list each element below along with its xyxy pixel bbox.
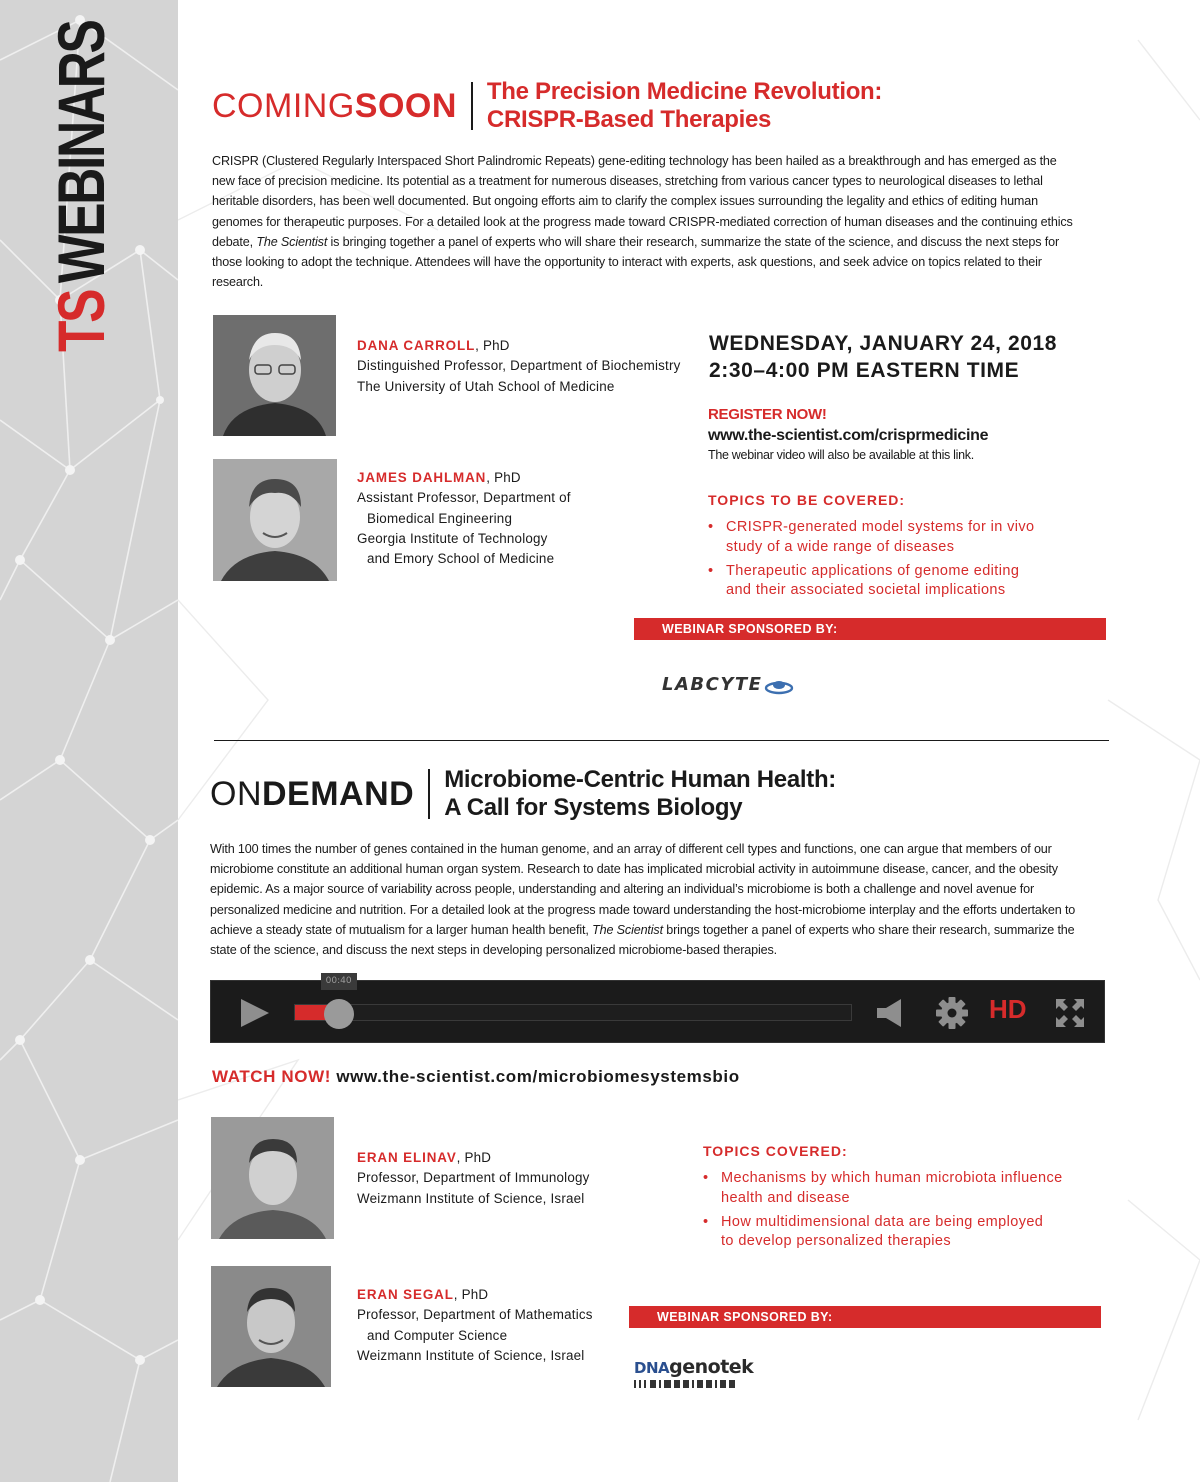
play-icon[interactable] (239, 997, 271, 1029)
topics-heading: TOPICS TO BE COVERED: (708, 492, 906, 508)
dna-genotek-logo: DNA genotek (634, 1356, 753, 1388)
watch-now-line (212, 1067, 740, 1087)
fullscreen-icon[interactable] (1054, 997, 1086, 1029)
topics-covered-heading: TOPICS COVERED: (703, 1143, 848, 1159)
coming-soon-tag: COMINGSOON (212, 86, 457, 125)
speaker-eran-segal: ERAN SEGAL, PhD Professor, Department of Mathematics and Computer Science Weizmann Institute of Science, Israel (357, 1287, 593, 1363)
on-demand-tag: ONDEMAND (210, 774, 415, 813)
on-demand-description: With 100 times the number of genes contained in the human genome, and an array of different cell types and functions, one can argue that members of our microbiome constitute an additional human organ system. Research to date has implicated microbial activity in autoimmune disease, cancer, and the obesity epidemic. As a major source of variability across people, understanding and altering an individual’s microbiome is both a challenge and novel avenue for personalized medicine and nutrition. For a detailed look at the progress made toward understanding the host-microbiome interplay and the efforts undertaken to achieve a steady state of mutualism for a larger human health benefit, The Scientist brings together a panel of experts who share their research, summarize the state of the science, and discuss the next steps in developing personalized microbiome-based therapies. (210, 842, 1076, 958)
speaker-photo-james-dahlman (213, 459, 337, 581)
header-separator (428, 769, 430, 819)
progress-track[interactable] (294, 1004, 852, 1021)
sponsor-bar: WEBINAR SPONSORED BY: (629, 1306, 1101, 1328)
video-player[interactable] (210, 976, 1105, 1043)
register-now-label: REGISTER NOW! (708, 406, 827, 423)
coming-soon-title: The Precision Medicine Revolution: CRISPR-Based Therapies (486, 78, 883, 133)
labcyte-swirl-icon (764, 675, 794, 695)
on-demand-header (210, 766, 836, 822)
speaker-eran-elinav: ERAN ELINAV, PhD Professor, Department of Immunology Weizmann Institute of Science, Israel (357, 1150, 590, 1206)
topics-covered-list (703, 1169, 1103, 1256)
availability-note: The webinar video will also be available at this link. (708, 448, 974, 462)
progress-handle[interactable] (324, 999, 354, 1029)
settings-gear-icon[interactable] (935, 996, 969, 1030)
register-url-link[interactable]: www.the-scientist.com/crisprmedicine (708, 427, 989, 444)
speaker-james-dahlman: JAMES DAHLMAN, PhD Assistant Professor, Department of Biomedical Engineering Georgia Institute of Technology and Emory School of Medicine (357, 470, 571, 567)
volume-icon[interactable] (875, 997, 909, 1029)
sidebar-band (0, 0, 178, 1482)
coming-soon-description: CRISPR (Clustered Regularly Interspaced Short Palindromic Repeats) gene-editing technology has been hailed as a breakthrough and has emerged as the new face of precision medicine. Its potential as a treatment for numerous diseases, stretching from various cancer types to neurological diseases to lethal heritable disorders, has been well documented. But ongoing efforts aim to clarify the complex issues surrounding the legality and ethics of editing human genomes for therapeutic purposes. For a detailed look at the progress made toward CRISPR-mediated correction of human diseases and the continuing ethics debate, The Scientist is bringing together a panel of experts who will share their research, summarize the state of the science, and discuss the next steps for those looking to adopt the technique. Attendees will have the opportunity to interact with experts, ask questions, and seek advice on topics related to their research. (212, 154, 1073, 290)
list-item: • CRISPR-generated model systems for in vivo study of a wide range of diseases (708, 518, 1088, 558)
list-item: • How multidimensional data are being employed to develop personalized therapies (703, 1213, 1103, 1253)
speaker-photo-dana-carroll (213, 315, 336, 436)
ts-webinars-brand: TSWEBINARS (44, 21, 118, 352)
topics-list (708, 518, 1088, 605)
sponsor-bar: WEBINAR SPONSORED BY: (634, 618, 1106, 640)
hd-toggle[interactable]: HD (989, 994, 1027, 1024)
watch-url-link[interactable]: www.the-scientist.com/microbiomesystemsbio (336, 1067, 740, 1086)
list-item: • Therapeutic applications of genome editing and their associated societal implications (708, 562, 1088, 602)
labcyte-logo: LABCYTE (662, 674, 794, 695)
section-divider (214, 740, 1109, 741)
speaker-photo-eran-elinav (211, 1117, 334, 1239)
speaker-dana-carroll: DANA CARROLL, PhD Distinguished Professor, Department of Biochemistry The University of Utah School of Medicine (357, 338, 681, 394)
webinar-date-time: WEDNESDAY, JANUARY 24, 2018 2:30–4:00 PM EASTERN TIME (709, 332, 1058, 382)
speaker-photo-eran-segal (211, 1266, 331, 1387)
time-tooltip: 00:40 (321, 973, 357, 990)
header-separator (471, 82, 473, 130)
coming-soon-header (212, 78, 882, 134)
watch-now-label: WATCH NOW! (212, 1067, 331, 1086)
list-item: • Mechanisms by which human microbiota influence health and disease (703, 1169, 1103, 1209)
barcode-mark (634, 1380, 738, 1388)
on-demand-title: Microbiome-Centric Human Health: A Call for Systems Biology (444, 766, 836, 821)
